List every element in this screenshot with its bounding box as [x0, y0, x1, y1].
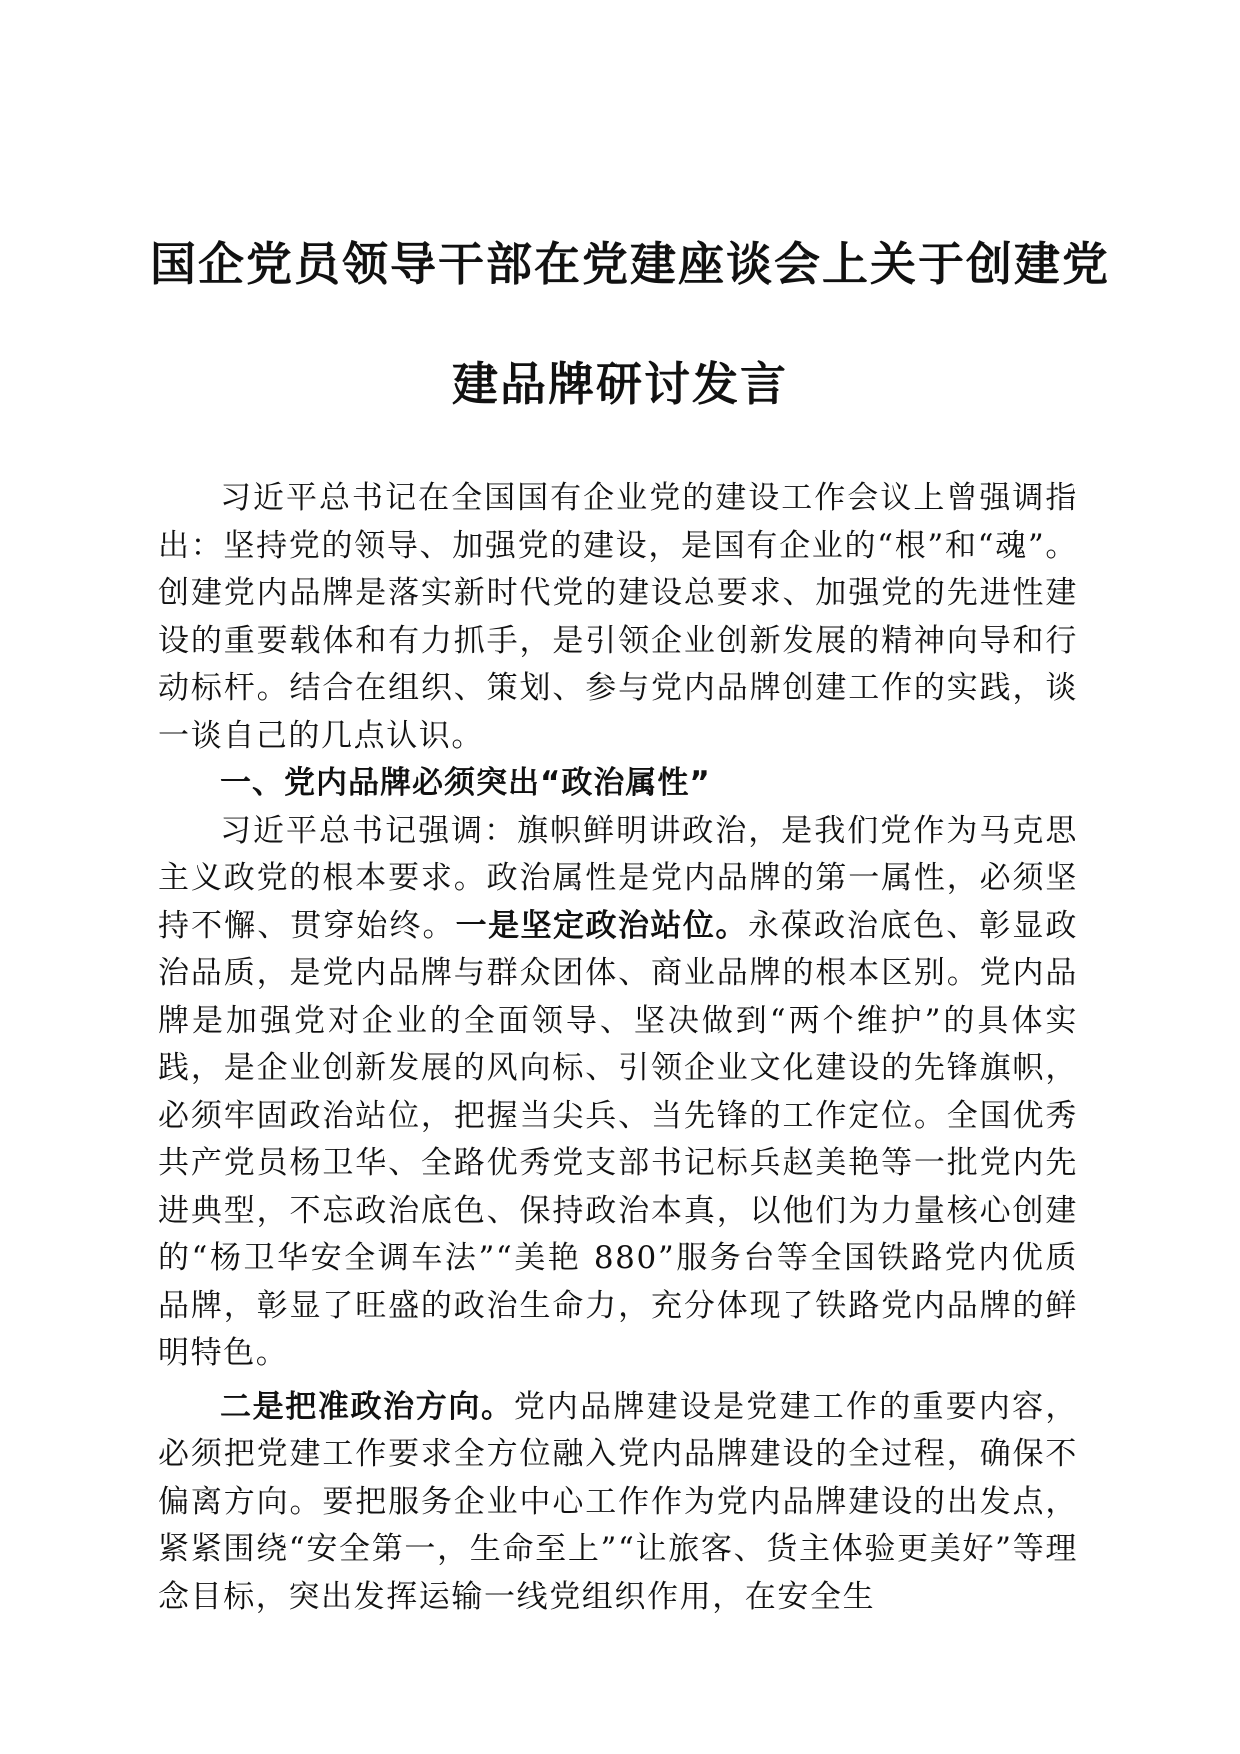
paragraph-political-stance-rest: 永葆政治底色、彰显政治品质，是党内品牌与群众团体、商业品牌的根本区别。党内品牌是加强党对企业的全面领导、坚决做到“两个维护”的具体实践，是企业创新发展的风向标、引领企业文化建设的先锋旗帜，必须牢固政治站位，把握当尖兵、当先锋的工作定位。全国优秀共产党员杨卫华、全路优秀党支部书记标兵赵美艳等一批党内先进典型，不忘政治底色、保持政治本真，以他们为力量核心创建的“杨卫华安全调车法”“美艳 880”服务台等全国铁路党内优质品牌，彰显了旺盛的政治生命力，充分体现了铁路党内品牌的鲜明特色。: [158, 907, 1079, 1371]
paragraph-political-direction: [158, 1384, 1078, 1622]
document-title-line-1: 国企党员领导干部在党建座谈会上关于创建党: [150, 237, 1110, 291]
paragraph-political-stance: [158, 808, 1078, 1378]
point-two-heading: 二是把准政治方向。: [220, 1388, 514, 1425]
section-heading-1: 一、党内品牌必须突出“政治属性”: [220, 765, 711, 801]
paragraph-political-stance-lead: 习近平总书记强调：旗帜鲜明讲政治，是我们党作为马克思主义政党的根本要求。政治属性是党内品牌的第一属性，必须坚持不懈、贯穿始终。: [158, 812, 1078, 944]
document-body: [158, 475, 1078, 1621]
point-one-heading: 一是坚定政治站位。: [455, 907, 748, 944]
intro-paragraph: 习近平总书记在全国国有企业党的建设工作会议上曾强调指出：坚持党的领导、加强党的建设，是国有企业的“根”和“魂”。创建党内品牌是落实新时代党的建设总要求、加强党的先进性建设的重要载体和有力抓手，是引领企业创新发展的精神向导和行动标杆。结合在组织、策划、参与党内品牌创建工作的实践，谈一谈自己的几点认识。: [158, 480, 1078, 754]
paragraph-political-direction-rest: 党内品牌建设是党建工作的重要内容，必须把党建工作要求全方位融入党内品牌建设的全过程，确保不偏离方向。要把服务企业中心工作作为党内品牌建设的出发点，紧紧围绕“安全第一，生命至上”“让旅客、货主体验更美好”等理念目标，突出发挥运输一线党组织作用，在安全生: [158, 1388, 1078, 1615]
document-title-line-2: 建品牌研讨发言: [452, 357, 788, 411]
